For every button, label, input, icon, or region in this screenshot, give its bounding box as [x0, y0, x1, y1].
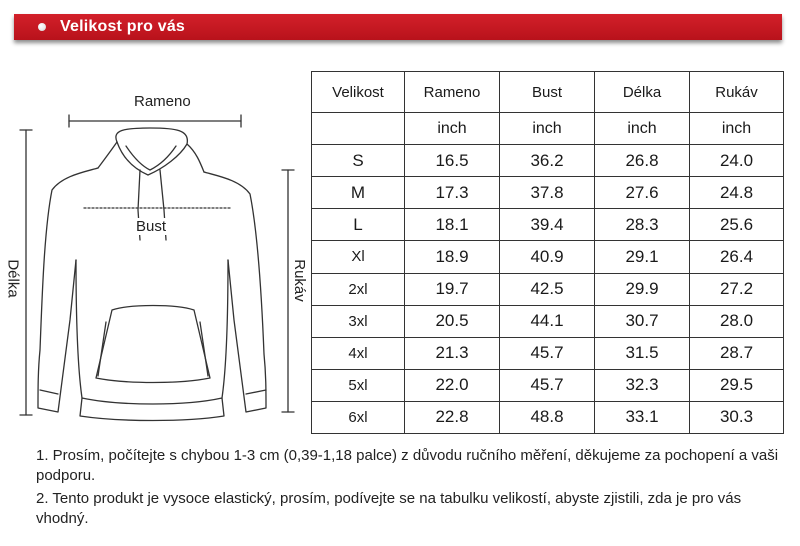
size-cell: M	[312, 177, 405, 209]
value-cell: 45.7	[500, 337, 595, 369]
value-cell: 26.8	[595, 145, 690, 177]
note-2: 2. Tento produkt je vysoce elastický, prosím, podívejte se na tabulku velikostí, abyste zjistili, zda je pro vás vhodný.	[36, 490, 742, 527]
value-cell: 16.5	[405, 145, 500, 177]
header-rukav: Rukáv	[690, 72, 784, 113]
size-table	[311, 71, 784, 434]
value-cell: 45.7	[500, 369, 595, 401]
table-row	[312, 337, 784, 369]
table-row	[312, 273, 784, 305]
value-cell: 25.6	[690, 209, 784, 241]
label-rameno: Rameno	[134, 93, 191, 110]
value-cell: 26.4	[690, 241, 784, 273]
value-cell: 48.8	[500, 401, 595, 433]
label-bust: Bust	[136, 218, 167, 235]
value-cell: 28.0	[690, 305, 784, 337]
unit-cell: inch	[405, 113, 500, 145]
notes	[36, 446, 786, 532]
value-cell: 30.7	[595, 305, 690, 337]
size-cell: L	[312, 209, 405, 241]
table-units-row	[312, 113, 784, 145]
value-cell: 30.3	[690, 401, 784, 433]
size-cell: 5xl	[312, 369, 405, 401]
table-row	[312, 177, 784, 209]
header-velikost: Velikost	[312, 72, 405, 113]
table-row	[312, 241, 784, 273]
size-cell: 3xl	[312, 305, 405, 337]
hoodie-diagram	[0, 60, 310, 440]
value-cell: 22.8	[405, 401, 500, 433]
size-cell: 6xl	[312, 401, 405, 433]
value-cell: 20.5	[405, 305, 500, 337]
value-cell: 27.2	[690, 273, 784, 305]
bullet-dot-icon	[38, 23, 46, 31]
value-cell: 28.3	[595, 209, 690, 241]
value-cell: 17.3	[405, 177, 500, 209]
value-cell: 21.3	[405, 337, 500, 369]
table-row	[312, 305, 784, 337]
value-cell: 42.5	[500, 273, 595, 305]
banner-title: Velikost pro vás	[60, 18, 186, 35]
value-cell: 24.8	[690, 177, 784, 209]
label-delka: Délka	[4, 259, 22, 298]
value-cell: 32.3	[595, 369, 690, 401]
value-cell: 18.1	[405, 209, 500, 241]
value-cell: 18.9	[405, 241, 500, 273]
value-cell: 28.7	[690, 337, 784, 369]
table-row	[312, 145, 784, 177]
value-cell: 22.0	[405, 369, 500, 401]
value-cell: 27.6	[595, 177, 690, 209]
label-rukav: Rukáv	[290, 259, 308, 302]
value-cell: 29.5	[690, 369, 784, 401]
note-1: 1. Prosím, počítejte s chybou 1-3 cm (0,39-1,18 palce) z důvodu ručního měření, děkujeme za pochopení a vaši podporu.	[36, 447, 779, 484]
value-cell: 37.8	[500, 177, 595, 209]
table-row	[312, 369, 784, 401]
value-cell: 44.1	[500, 305, 595, 337]
header-rameno: Rameno	[405, 72, 500, 113]
table-row	[312, 401, 784, 433]
unit-cell	[312, 113, 405, 145]
value-cell: 29.9	[595, 273, 690, 305]
header-bust: Bust	[500, 72, 595, 113]
table-row	[312, 209, 784, 241]
value-cell: 29.1	[595, 241, 690, 273]
unit-cell: inch	[690, 113, 784, 145]
header-delka: Délka	[595, 72, 690, 113]
value-cell: 36.2	[500, 145, 595, 177]
table-header-row	[312, 72, 784, 113]
value-cell: 31.5	[595, 337, 690, 369]
value-cell: 39.4	[500, 209, 595, 241]
value-cell: 19.7	[405, 273, 500, 305]
value-cell: 40.9	[500, 241, 595, 273]
header-banner	[14, 14, 782, 40]
size-cell: Xl	[312, 241, 405, 273]
value-cell: 24.0	[690, 145, 784, 177]
unit-cell: inch	[595, 113, 690, 145]
hoodie-outline-icon	[0, 60, 310, 440]
size-cell: 4xl	[312, 337, 405, 369]
size-cell: 2xl	[312, 273, 405, 305]
unit-cell: inch	[500, 113, 595, 145]
size-cell: S	[312, 145, 405, 177]
value-cell: 33.1	[595, 401, 690, 433]
